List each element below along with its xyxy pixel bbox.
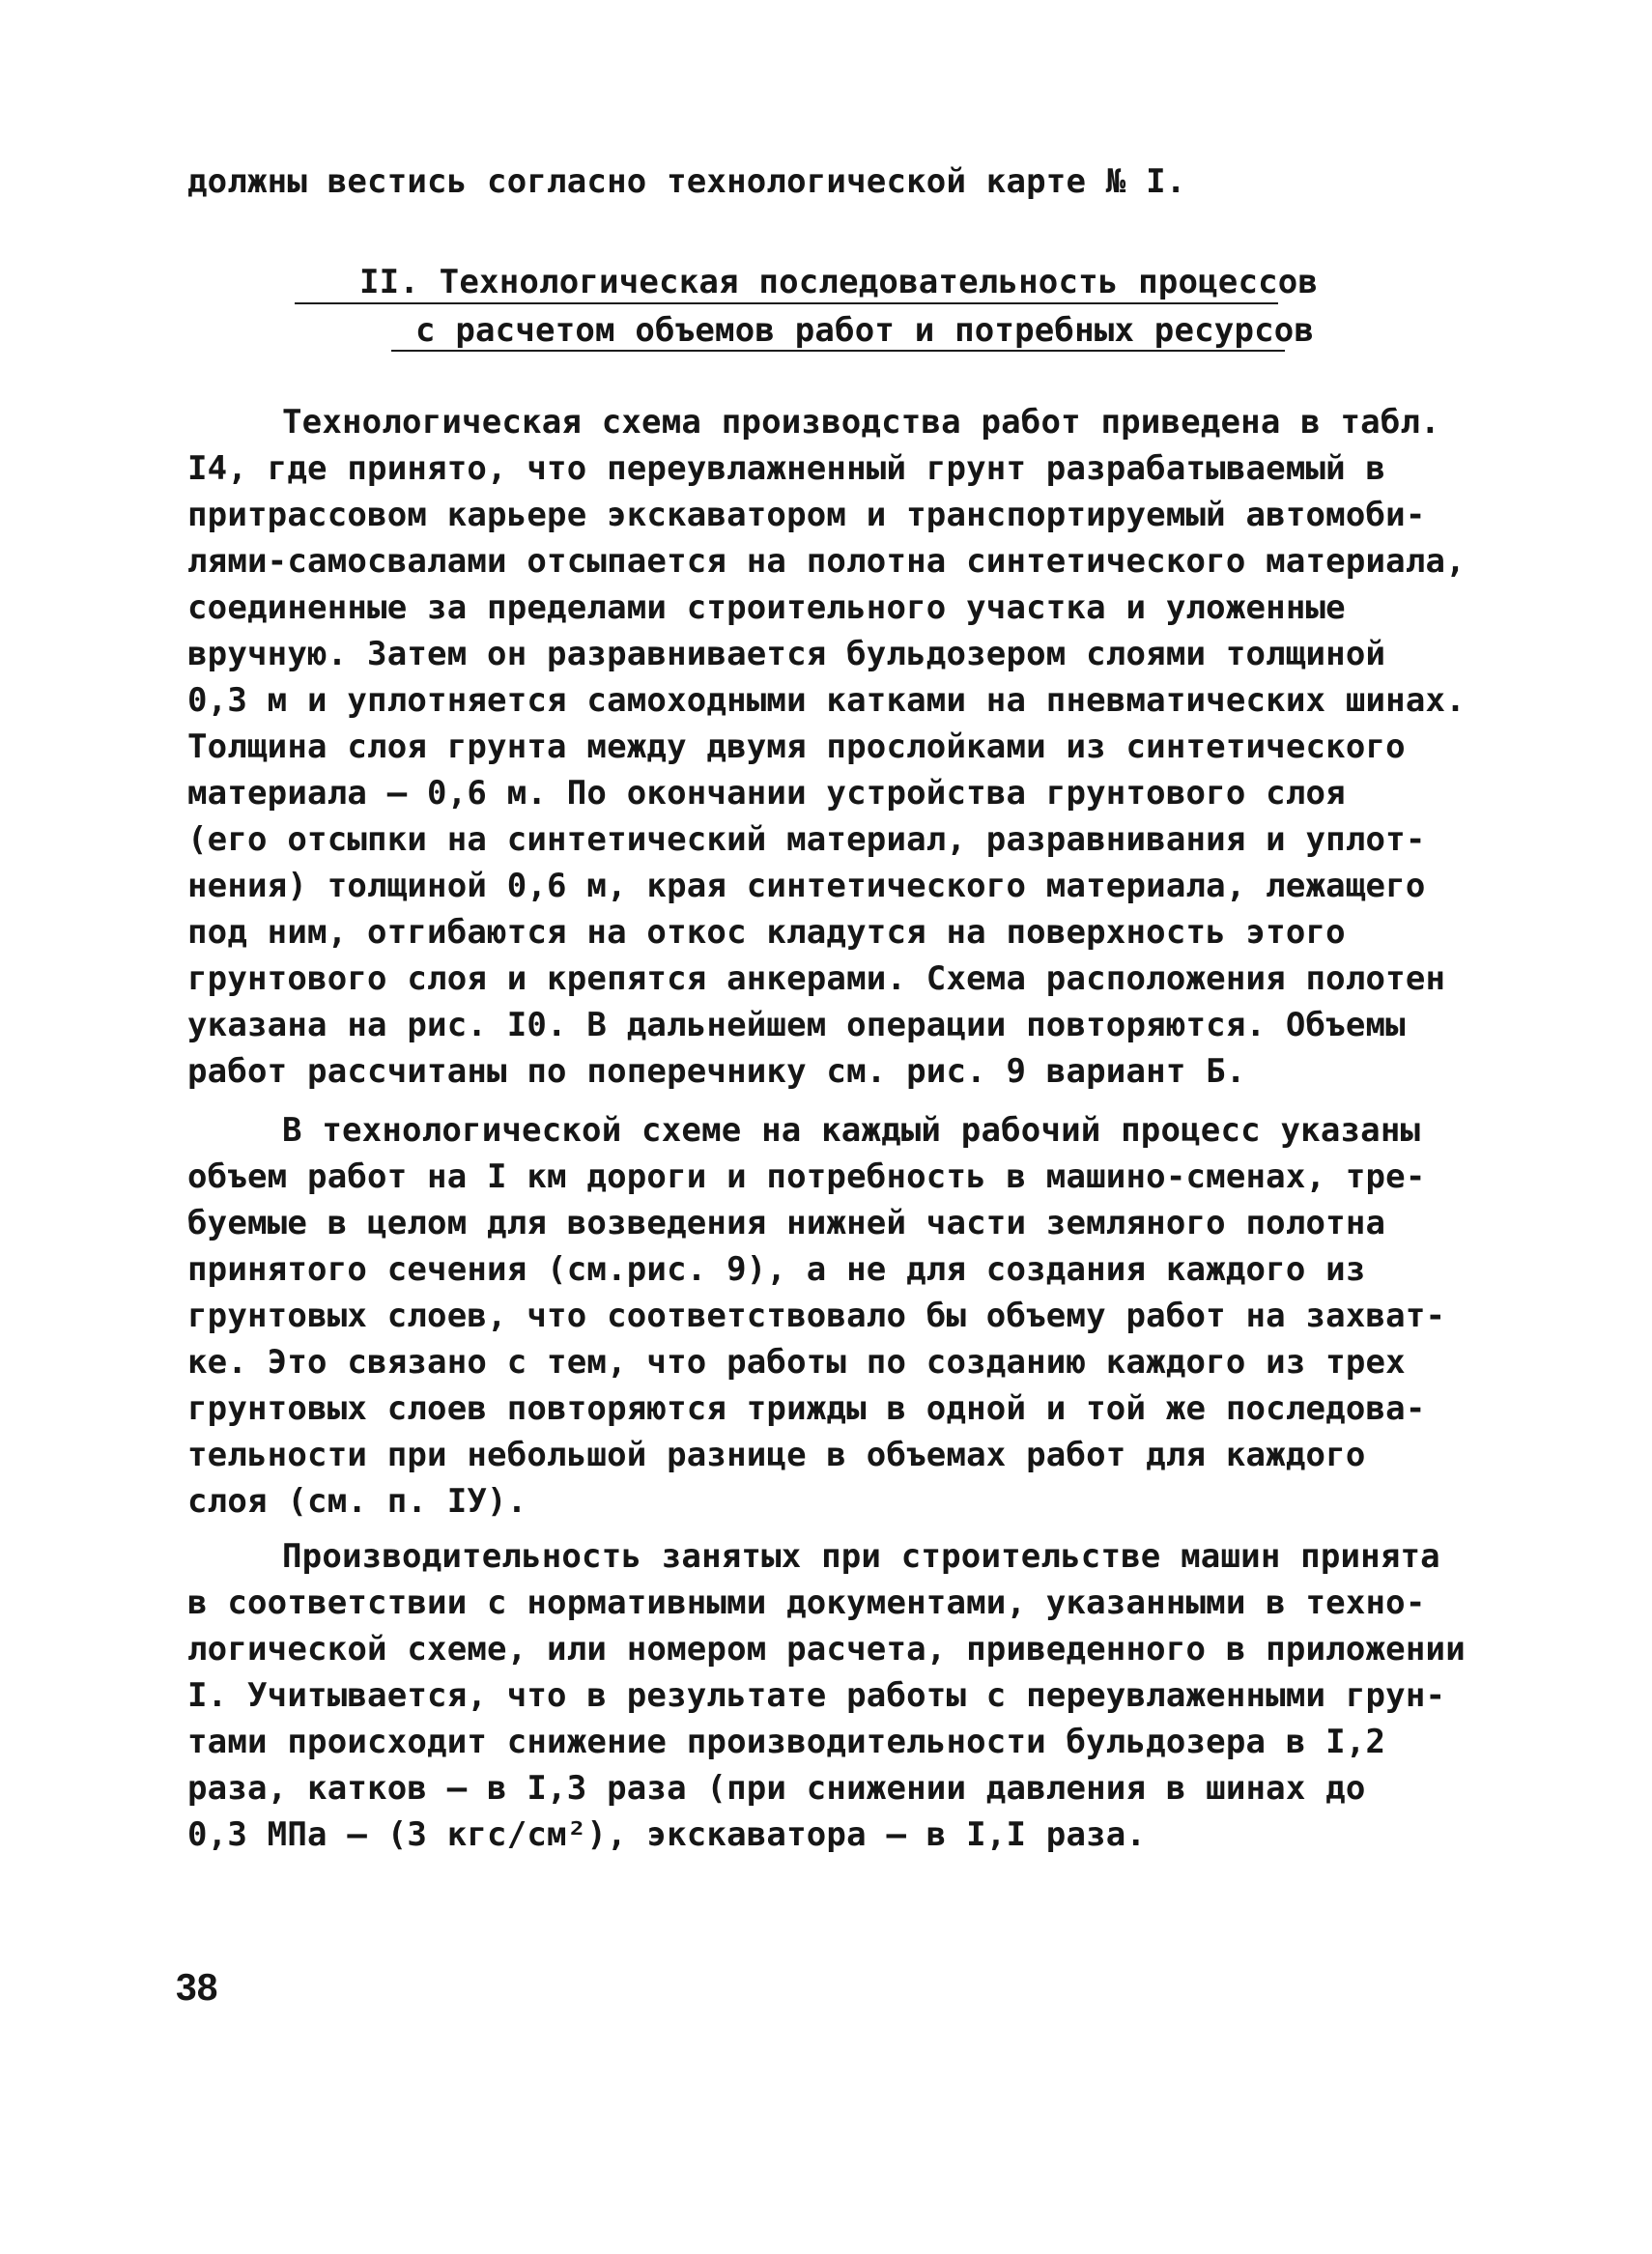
paragraph-line: I. Учитывается, что в результате работы с переувлаженными грун- [187,1676,1446,1715]
paragraph-line: вручную. Затем он разравнивается бульдозером слоями толщиной [187,635,1386,673]
paragraph-line: слоя (см. п. IУ). [187,1482,527,1521]
paragraph-line: грунтового слоя и крепятся анкерами. Схема расположения полотен [187,959,1446,998]
paragraph-line: указана на рис. I0. В дальнейшем операции повторяются. Объемы [187,1006,1406,1044]
paragraph-line: (его отсыпки на синтетический материал, разравнивания и уплот- [187,820,1426,859]
paragraph-line: объем работ на I км дороги и потребность в машино-сменах, тре- [187,1157,1426,1196]
paragraph-line: нения) толщиной 0,6 м, края синтетического материала, лежащего [187,867,1426,905]
paragraph-line: лями-самосвалами отсыпается на полотна синтетического материала, [187,542,1466,581]
paragraph-line: I4, где принято, что переувлажненный грунт разрабатываемый в [187,449,1386,488]
paragraph-line: под ним, отгибаются на откос кладутся на поверхность этого [187,913,1346,952]
heading-underline-1 [295,302,1278,304]
paragraph-line: грунтовых слоев повторяются трижды в одной и той же последова- [187,1389,1426,1428]
paragraph-line: Производительность занятых при строительстве машин принята [282,1537,1440,1576]
paragraph-line: логической схеме, или номером расчета, приведенного в приложении [187,1630,1466,1669]
paragraph-line: 0,3 МПа – (3 кгс/см²), экскаватора – в I,I раза. [187,1815,1147,1854]
intro-line: должны вестись согласно технологической карте № I. [187,162,1186,201]
section-heading-line-2: с расчетом объемов работ и потребных ресурсов [415,311,1315,350]
paragraph-line: ке. Это связано с тем, что работы по созданию каждого из трех [187,1343,1406,1382]
page-number: 38 [176,1967,218,2009]
paragraph-line: притрассовом карьере экскаватором и транспортируемый автомоби- [187,496,1426,534]
paragraph-1 [187,399,1466,1095]
paragraph-line: грунтовых слоев, что соответствовало бы объему работ на захват- [187,1297,1446,1335]
paragraph-line: в соответствии с нормативными документами, указанными в техно- [187,1584,1426,1622]
heading-underline-2 [391,350,1285,352]
paragraph-line: буемые в целом для возведения нижней части земляного полотна [187,1204,1386,1242]
paragraph-2 [187,1107,1445,1525]
paragraph-line: 0,3 м и уплотняется самоходными катками на пневматических шинах. [187,681,1466,720]
paragraph-line: работ рассчитаны по поперечнику см. рис. 9 вариант Б. [187,1052,1246,1091]
section-heading-line-1: II. Технологическая последовательность процессов [359,263,1319,301]
paragraph-line: тами происходит снижение производительности бульдозера в I,2 [187,1723,1386,1761]
paragraph-line: принятого сечения (см.рис. 9), а не для создания каждого из [187,1250,1366,1289]
paragraph-line: соединенные за пределами строительного участка и уложенные [187,588,1346,627]
paragraph-line: Толщина слоя грунта между двумя прослойками из синтетического [187,728,1406,766]
paragraph-line: В технологической схеме на каждый рабочий процесс указаны [282,1111,1421,1150]
paragraph-3 [187,1533,1466,1858]
paragraph-line: Технологическая схема производства работ приведена в табл. [282,403,1440,442]
paragraph-line: материала – 0,6 м. По окончании устройства грунтового слоя [187,774,1346,813]
paragraph-line: тельности при небольшой разнице в объемах работ для каждого [187,1436,1366,1474]
paragraph-line: раза, катков – в I,3 раза (при снижении давления в шинах до [187,1769,1366,1808]
